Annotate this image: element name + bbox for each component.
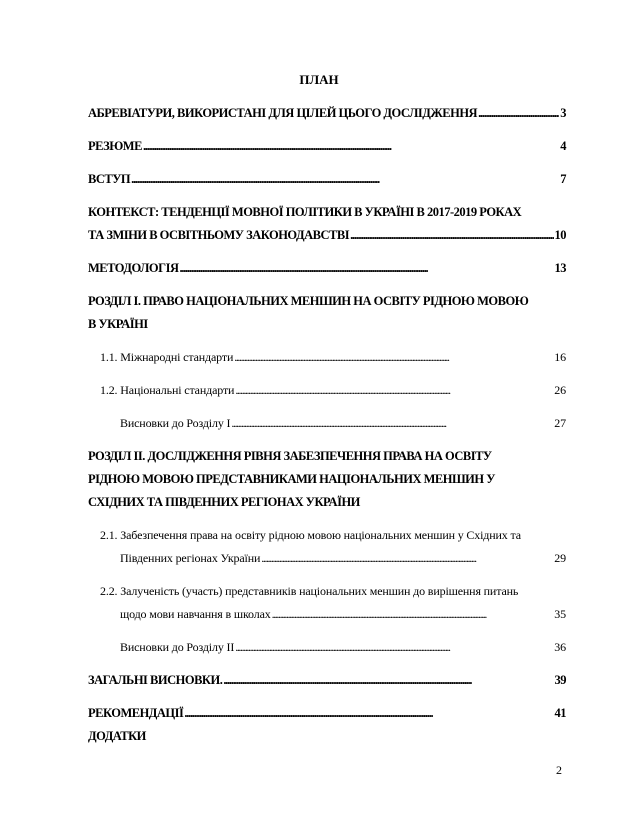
toc-entry-text: РЕКОМЕНДАЦІЇ — [88, 706, 184, 720]
toc-entry-1-2[interactable] — [88, 379, 566, 402]
toc-section-2-heading[interactable] — [88, 445, 566, 514]
toc-page-number: 41 — [554, 706, 566, 720]
page-title: ПЛАН — [299, 72, 339, 87]
dot-leader — [184, 702, 553, 725]
toc-entry-general-conclusions[interactable] — [88, 669, 566, 692]
toc-entry-text: МЕТОДОЛОГІЯ — [88, 261, 179, 275]
dot-leader — [223, 669, 553, 692]
toc-entry-text: ВСТУП — [88, 172, 131, 186]
toc-entry-text: 1.2. Національні стандарти — [100, 383, 235, 397]
toc-entry-text: 1.1. Міжнародні стандарти — [100, 350, 234, 364]
dot-leader — [131, 168, 559, 191]
toc-entry-text: 2.1. Забезпечення права на освіту рідною мовою національних меншин у Східних та — [100, 528, 521, 542]
toc-entry-recommendations[interactable] — [88, 702, 566, 725]
toc-entry-text: Висновки до Розділу ІІ — [120, 640, 235, 654]
dot-leader — [272, 603, 554, 626]
toc-page-number: 26 — [554, 383, 566, 397]
toc-entry-text: Південних регіонах України — [120, 551, 261, 565]
toc-entry-intro[interactable] — [88, 168, 566, 191]
toc-page-number: 10 — [554, 228, 566, 242]
toc-entry-continuation — [88, 603, 566, 626]
toc-page-number: 27 — [554, 416, 566, 430]
toc-entry-continuation — [88, 224, 566, 247]
toc-section-1-heading[interactable] — [88, 290, 566, 336]
table-of-contents — [88, 102, 566, 748]
toc-entry-text: В УКРАЇНІ — [88, 317, 148, 331]
toc-page-number: 39 — [554, 673, 566, 687]
toc-entry-text: РЕЗЮМЕ — [88, 139, 142, 153]
toc-page-number: 13 — [554, 261, 566, 275]
toc-entry-text: СХІДНИХ ТА ПІВДЕННИХ РЕГІОНАХ УКРАЇНИ — [88, 495, 360, 509]
dot-leader — [261, 547, 553, 570]
toc-entry-text: РОЗДІЛ ІІ. ДОСЛІДЖЕННЯ РІВНЯ ЗАБЕЗПЕЧЕННЯ ПРАВА НА ОСВІТУ — [88, 449, 492, 463]
toc-page-number: 36 — [554, 640, 566, 654]
dot-leader — [235, 636, 553, 659]
dot-leader — [235, 379, 553, 402]
toc-entry-2-2[interactable] — [88, 580, 566, 626]
toc-page-number: 29 — [554, 551, 566, 565]
toc-page-number: 35 — [554, 607, 566, 621]
toc-entry-appendices[interactable]: ДОДАТКИ — [88, 729, 146, 743]
dot-leader — [231, 412, 553, 435]
page-number: 2 — [556, 763, 562, 777]
toc-entry-text: КОНТЕКСТ: ТЕНДЕНЦІЇ МОВНОЇ ПОЛІТИКИ В УКРАЇНІ В 2017-2019 РОКАХ — [88, 205, 522, 219]
toc-entry-continuation — [88, 547, 566, 570]
toc-entry-text: ЗАГАЛЬНІ ВИСНОВКИ. — [88, 673, 223, 687]
toc-entry-text: щодо мови навчання в школах — [120, 607, 271, 621]
toc-page-number: 16 — [554, 350, 566, 364]
toc-page-number: 3 — [560, 106, 566, 120]
dot-leader — [180, 257, 554, 280]
toc-entry-context[interactable] — [88, 201, 566, 247]
dot-leader — [234, 346, 553, 369]
toc-entry-text: АБРЕВІАТУРИ, ВИКОРИСТАНІ ДЛЯ ЦІЛЕЙ ЦЬОГО ДОСЛІДЖЕННЯ — [88, 106, 478, 120]
toc-entry-text: 2.2. Залученість (участь) представників національних меншин до вирішення питань — [100, 584, 519, 598]
dot-leader — [143, 135, 559, 158]
toc-entry-text: ТА ЗМІНИ В ОСВІТНЬОМУ ЗАКОНОДАВСТВІ — [88, 228, 350, 242]
dot-leader — [478, 102, 559, 125]
toc-entry-methodology[interactable] — [88, 257, 566, 280]
toc-entry-1-1[interactable] — [88, 346, 566, 369]
toc-entry-summary[interactable] — [88, 135, 566, 158]
toc-entry-abbreviations[interactable] — [88, 102, 566, 125]
toc-entry-text: РОЗДІЛ І. ПРАВО НАЦІОНАЛЬНИХ МЕНШИН НА ОСВІТУ РІДНОЮ МОВОЮ — [88, 294, 529, 308]
toc-entry-section-1-conclusions[interactable] — [88, 412, 566, 435]
toc-entry-2-1[interactable] — [88, 524, 566, 570]
toc-page-number: 7 — [560, 172, 566, 186]
dot-leader — [350, 224, 553, 247]
toc-page-number: 4 — [560, 139, 566, 153]
toc-entry-text: РІДНОЮ МОВОЮ ПРЕДСТАВНИКАМИ НАЦІОНАЛЬНИХ МЕНШИН У — [88, 472, 495, 486]
toc-entry-section-2-conclusions[interactable] — [88, 636, 566, 659]
toc-entry-text: Висновки до Розділу І — [120, 416, 231, 430]
